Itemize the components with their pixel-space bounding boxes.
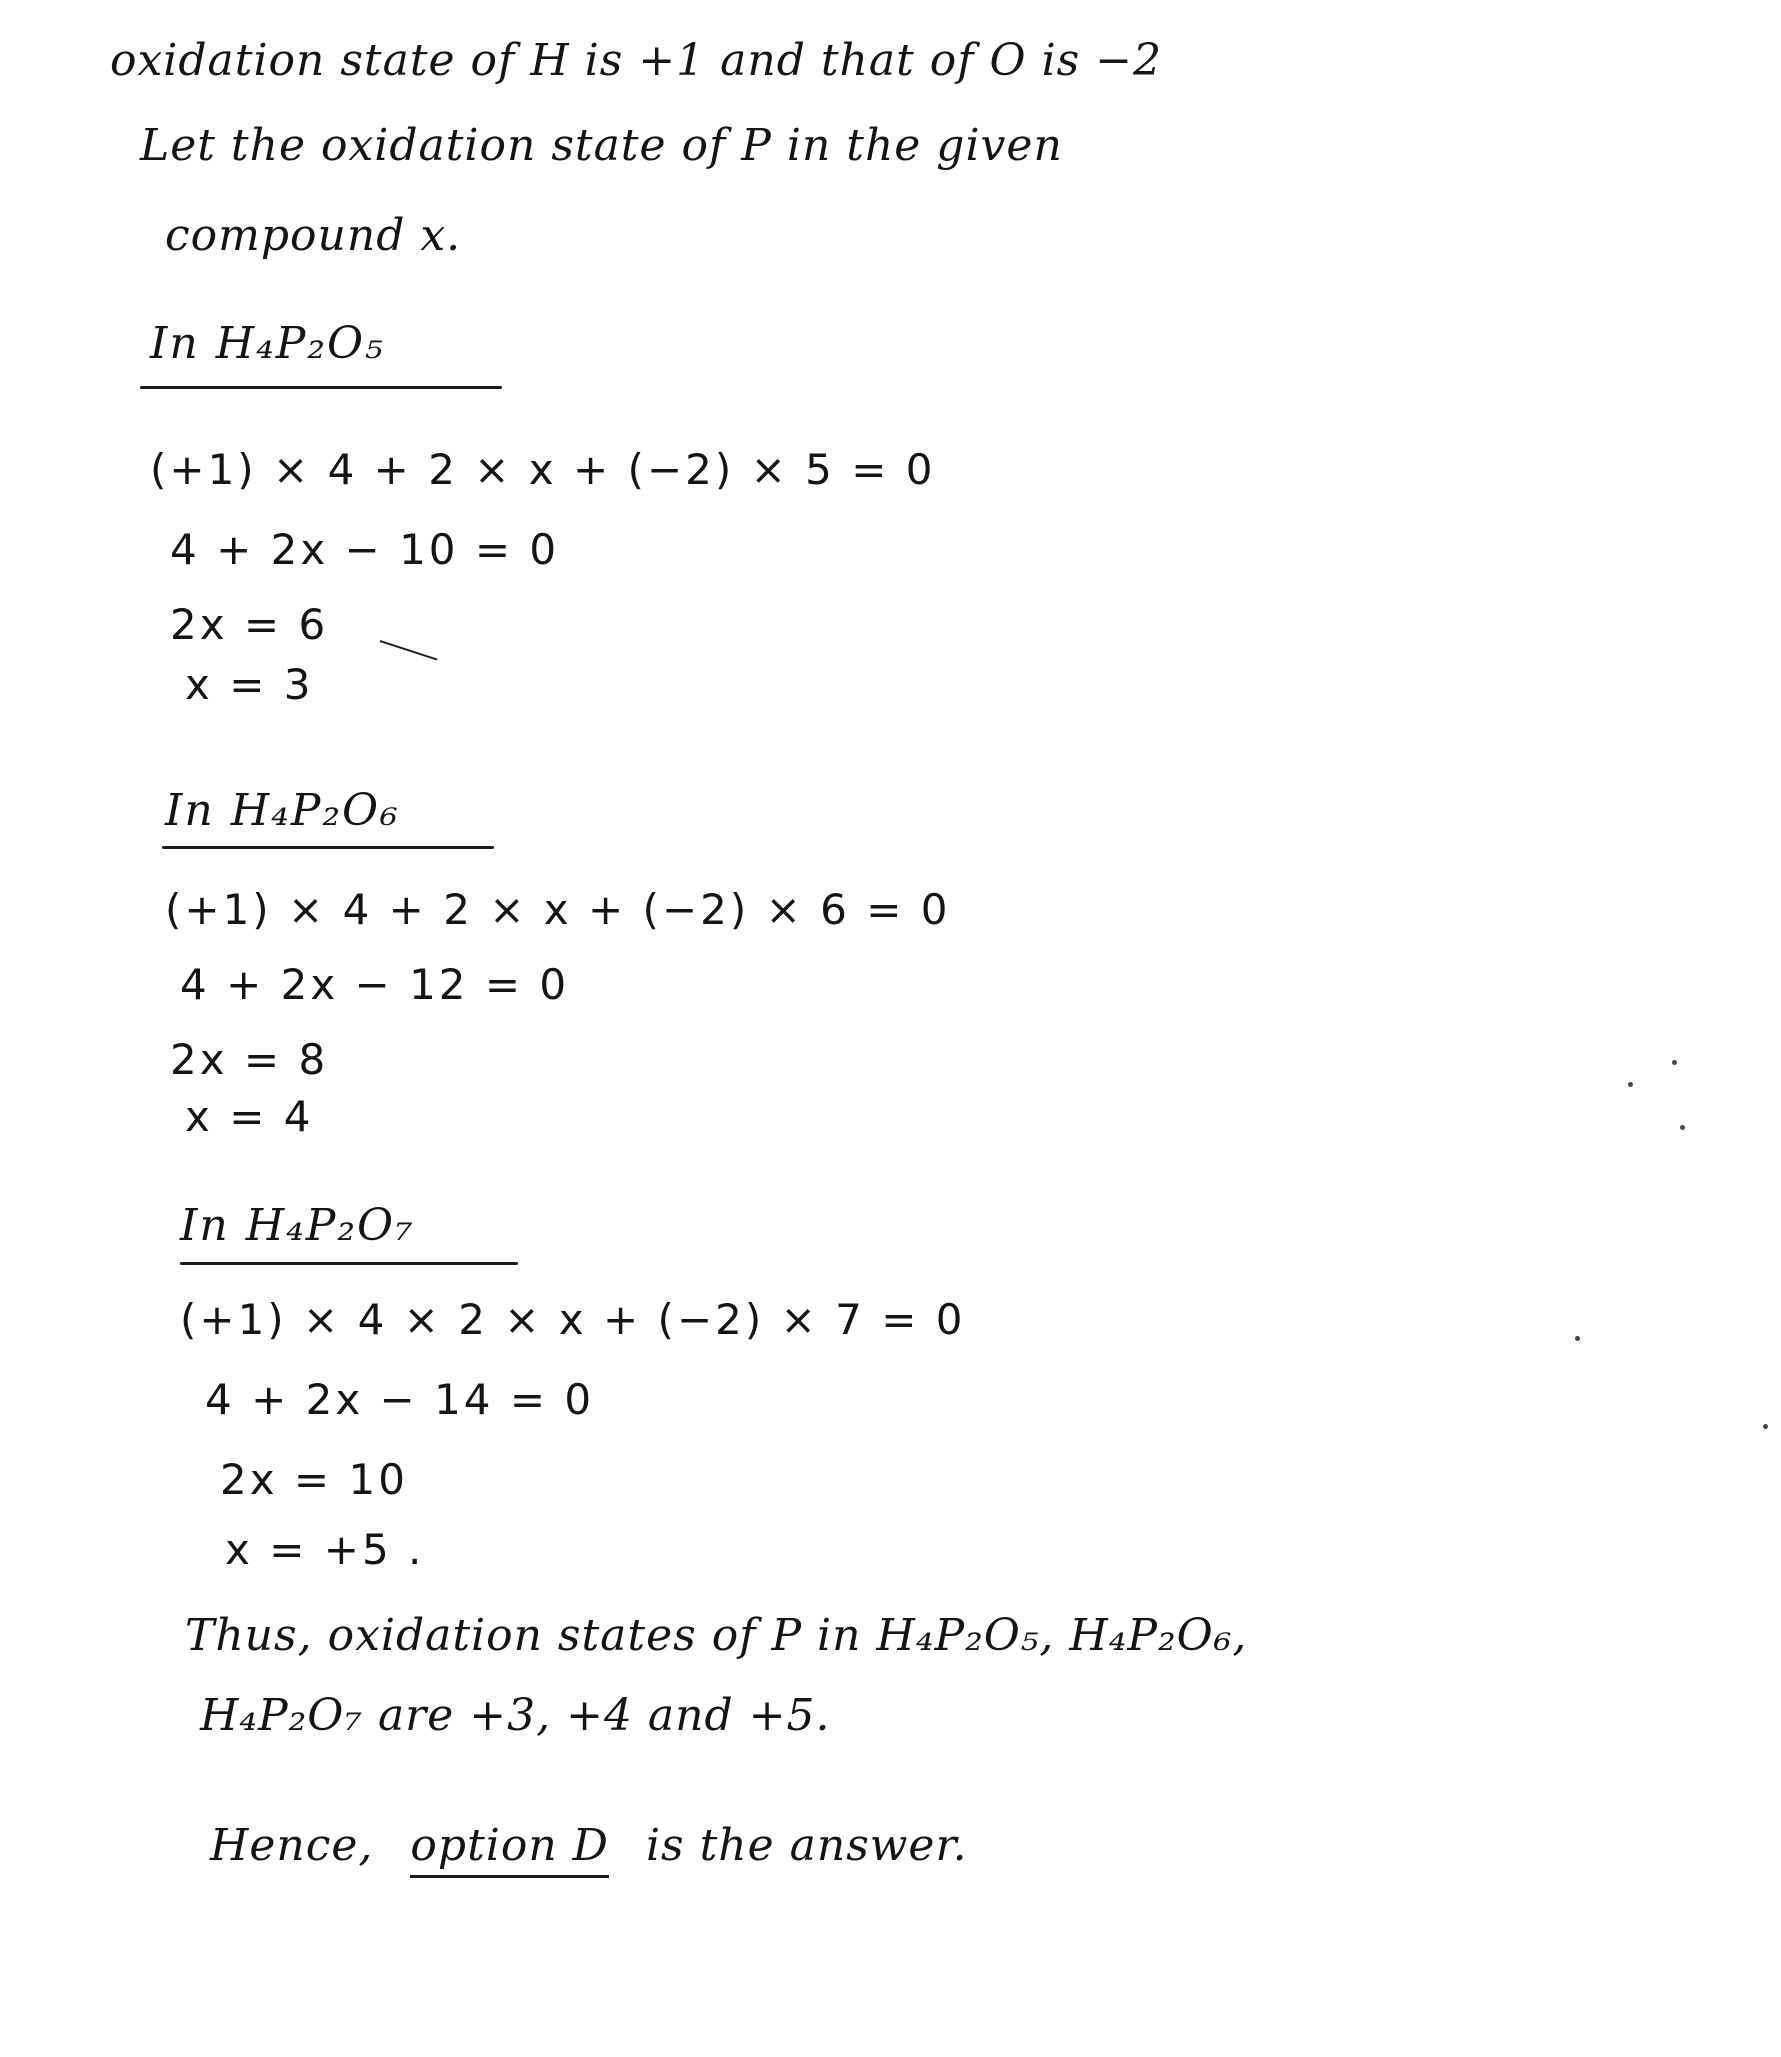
section-1-step-3: 2x = 6 bbox=[170, 600, 329, 649]
conclusion-tail: is the answer. bbox=[645, 1820, 968, 1871]
pen-stroke bbox=[380, 640, 438, 660]
section-2-heading: In H₄P₂O₆ bbox=[165, 785, 400, 836]
section-1-underline bbox=[140, 386, 502, 389]
section-2-step-3: 2x = 8 bbox=[170, 1035, 329, 1084]
section-2-underline bbox=[162, 846, 494, 849]
section-1-step-2: 4 + 2x − 10 = 0 bbox=[170, 525, 560, 574]
speck bbox=[1672, 1060, 1677, 1065]
conclusion-line-2: H₄P₂O₇ are +3, +4 and +5. bbox=[200, 1690, 831, 1741]
speck bbox=[1680, 1125, 1685, 1130]
speck bbox=[1575, 1336, 1580, 1341]
answer-option: option D bbox=[410, 1820, 609, 1878]
section-2-step-2: 4 + 2x − 12 = 0 bbox=[180, 960, 570, 1009]
section-2-step-1: (+1) × 4 + 2 × x + (−2) × 6 = 0 bbox=[165, 885, 951, 934]
section-3-heading: In H₄P₂O₇ bbox=[180, 1200, 415, 1251]
section-3-step-4: x = +5 . bbox=[225, 1525, 425, 1574]
section-1-step-4: x = 3 bbox=[185, 660, 314, 709]
section-3-step-2: 4 + 2x − 14 = 0 bbox=[205, 1375, 595, 1424]
section-2-step-4: x = 4 bbox=[185, 1092, 314, 1141]
intro-line-2: Let the oxidation state of P in the given bbox=[140, 120, 1063, 171]
section-1-heading: In H₄P₂O₅ bbox=[150, 318, 385, 369]
speck bbox=[1628, 1082, 1633, 1087]
section-1-step-1: (+1) × 4 + 2 × x + (−2) × 5 = 0 bbox=[150, 445, 936, 494]
section-3-step-3: 2x = 10 bbox=[220, 1455, 408, 1504]
intro-line-3: compound x. bbox=[165, 210, 462, 261]
section-3-underline bbox=[180, 1262, 518, 1265]
conclusion-line-1: Thus, oxidation states of P in H₄P₂O₅, H₄P₂O₆, bbox=[185, 1610, 1248, 1661]
intro-line-1: oxidation state of H is +1 and that of O is −2 bbox=[110, 35, 1163, 86]
section-3-step-1: (+1) × 4 × 2 × x + (−2) × 7 = 0 bbox=[180, 1295, 966, 1344]
speck bbox=[1763, 1424, 1768, 1429]
conclusion-hence: Hence, bbox=[210, 1820, 374, 1871]
conclusion-line-3 bbox=[210, 1820, 968, 1878]
